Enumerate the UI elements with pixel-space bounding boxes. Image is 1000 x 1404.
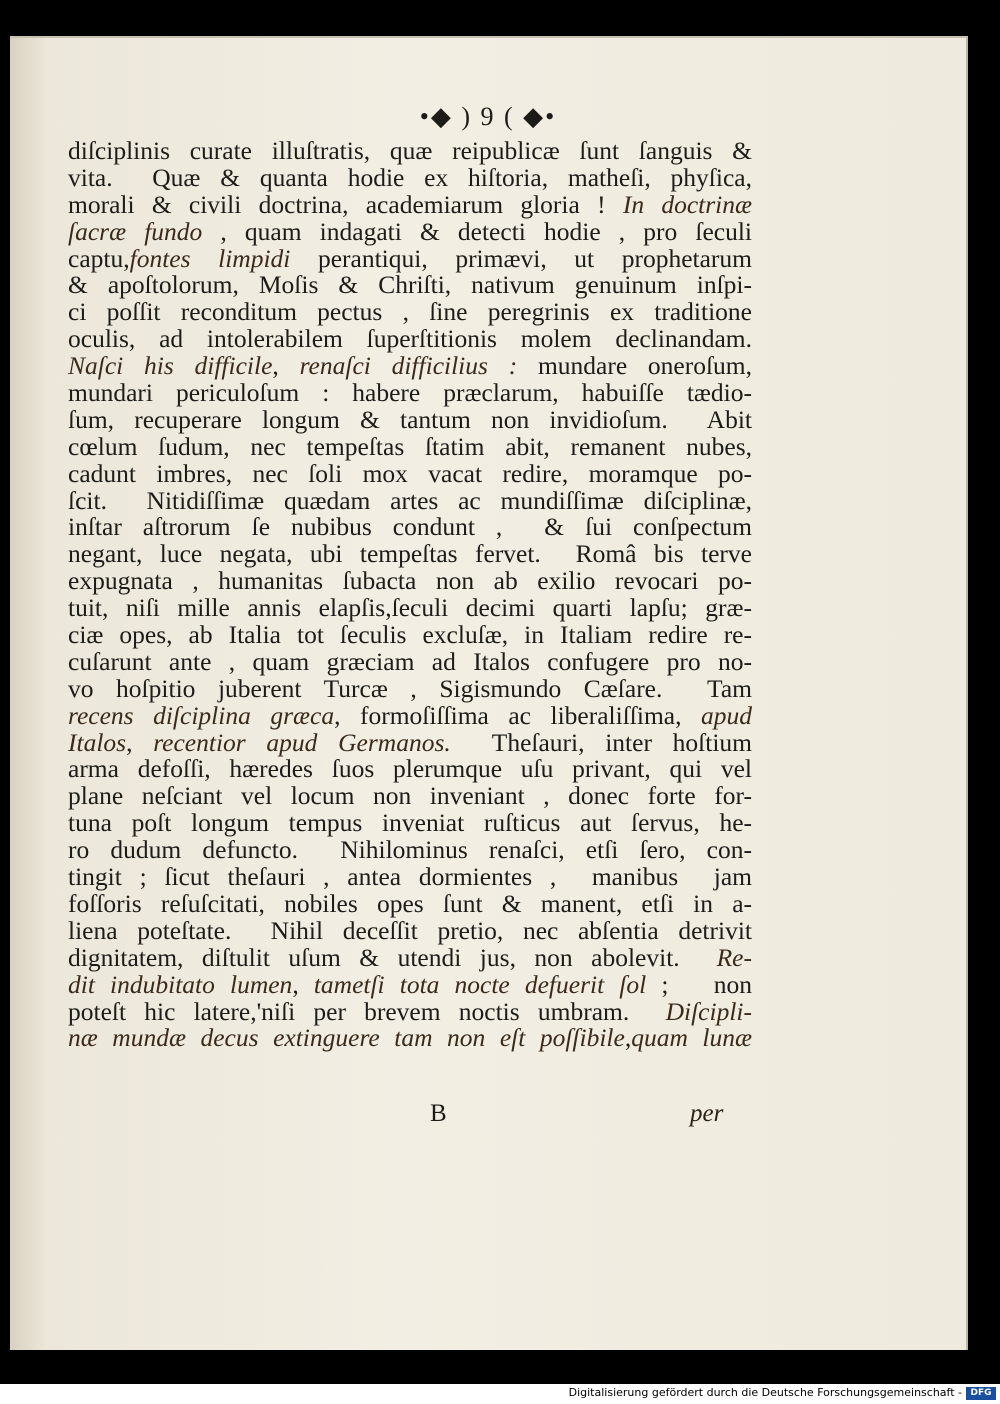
text-run: tingit ; ſicut theſauri , antea dormientes , manibus jam xyxy=(68,862,752,892)
text-line xyxy=(68,458,752,488)
text-run: cœlum ſudum, nec tempeſtas ſtatim abit, remanent nubes, xyxy=(68,431,752,461)
signature-mark: B xyxy=(430,1100,447,1127)
italic-run: recens diſciplina græca xyxy=(68,700,335,730)
text-line xyxy=(68,837,752,864)
text-line xyxy=(68,272,752,299)
text-line xyxy=(68,189,752,219)
text-run: ſcit. Nitidiſſimæ quædam artes ac mundiſſimæ diſciplinæ, xyxy=(68,485,752,515)
text-run: plane neſciant vel locum non inveniant , donec forte for- xyxy=(68,781,752,811)
text-run: , quam indagati & detecti hodie , pro ſeculi xyxy=(202,216,753,246)
text-run: tuna poſt longum tempus inveniat ruſticus aut ſervus, he- xyxy=(68,808,752,838)
italic-run: Italos xyxy=(68,727,127,757)
text-line xyxy=(68,353,752,380)
text-line xyxy=(68,568,752,595)
body-text xyxy=(68,138,752,1052)
italic-run: recentior apud Germanos. xyxy=(153,727,451,757)
text-line xyxy=(68,969,753,999)
text-line xyxy=(68,888,752,918)
text-run: , xyxy=(126,727,154,757)
italic-run: renaſci difficilius : xyxy=(299,351,518,381)
text-line xyxy=(68,727,753,757)
italic-run: apud xyxy=(701,700,752,730)
text-run: , xyxy=(292,969,314,999)
text-run: morali & civili doctrina, academiarum gloria ! xyxy=(68,189,623,219)
italic-run: fontes limpidi xyxy=(129,243,291,273)
text-run: expugnata , humanitas ſubacta non ab exilio revocari po- xyxy=(68,566,752,596)
text-run: dignitatem, diſtulit uſum & utendi jus, non abolevit. xyxy=(68,942,717,972)
text-run: ſum, recuperare longum & tantum non invidioſum. Abit xyxy=(68,404,752,434)
text-line xyxy=(68,700,752,730)
text-run: cuſarunt ante , quam græciam ad Italos confugere pro no- xyxy=(68,646,752,676)
text-line xyxy=(68,380,752,407)
text-run: arma defoſſi, hæredes ſuos plerumque uſu privant, qui vel xyxy=(68,754,752,784)
text-run: vita. Quæ & quanta hodie ex hiſtoria, matheſi, phyſica, xyxy=(68,162,752,192)
text-line xyxy=(68,595,752,622)
text-run: , formoſiſſima ac liberaliſſima, xyxy=(334,700,701,730)
italic-run: tametſi tota nocte defuerit ſol xyxy=(313,969,647,999)
italic-run: dit indubitato lumen xyxy=(68,969,293,999)
catchword: per xyxy=(690,1100,724,1127)
book-page xyxy=(10,36,968,1350)
text-run: inſtar aſtrorum ſe nubibus condunt , & ſui conſpectum xyxy=(68,512,752,542)
text-run: oculis, ad intolerabilem ſuperſtitionis molem declinandam. xyxy=(68,324,752,354)
text-line xyxy=(68,864,752,891)
text-run: negant, luce negata, ubi tempeſtas fervet. Româ bis terve xyxy=(68,539,752,569)
italic-run: quam lunæ xyxy=(631,1023,753,1053)
footer-bar xyxy=(0,1384,1000,1404)
italic-run: In doctrinæ xyxy=(622,189,752,219)
text-run: , xyxy=(624,1023,632,1053)
text-line xyxy=(68,541,752,568)
text-run: ci poſſit reconditum pectus , ſine peregrinis ex traditione xyxy=(68,297,752,327)
text-run: captu, xyxy=(68,243,130,273)
text-run: diſciplinis curate illuſtratis, quæ reipublicæ ſunt ſanguis & xyxy=(68,136,752,165)
text-line xyxy=(68,216,753,246)
italic-run: næ mundæ decus extinguere tam non eſt poſſibile xyxy=(68,1023,625,1053)
text-line xyxy=(68,622,752,649)
text-run: vo hoſpitio juberent Turcæ , Sigismundo Cæſare. Tam xyxy=(68,673,752,703)
italic-run: Re- xyxy=(716,942,752,972)
text-run: perantiqui, primævi, ut prophetarum xyxy=(290,243,752,273)
text-line xyxy=(68,810,752,837)
text-run: poteſt hic latere,'niſi per brevem noctis umbram. xyxy=(68,996,666,1026)
text-line xyxy=(68,138,752,165)
text-line xyxy=(68,514,752,541)
italic-run: Naſci his difficile xyxy=(68,351,273,381)
text-line xyxy=(68,646,752,676)
text-run: Theſauri, inter hoſtium xyxy=(450,727,753,757)
text-run: mundare oneroſum, xyxy=(517,351,753,381)
text-line xyxy=(68,431,752,461)
text-run: tuit, niſi mille annis elapſis,ſeculi decimi quarti lapſu; græ- xyxy=(68,593,752,623)
text-run: ro dudum defuncto. Nihilominus renaſci, etſi ſero, con- xyxy=(68,835,752,865)
text-run: foſſoris reſuſcitati, nobiles opes ſunt & manent, etſi in a- xyxy=(68,888,752,918)
italic-run: ſacræ fundo xyxy=(68,216,203,246)
text-line xyxy=(68,942,752,972)
text-line xyxy=(68,326,752,353)
text-line xyxy=(68,996,752,1026)
text-line xyxy=(68,783,752,810)
text-line xyxy=(68,243,752,273)
dfg-logo-icon: DFG xyxy=(966,1387,996,1400)
running-head: •◆ ) 9 ( ◆• xyxy=(419,102,557,131)
text-run: cadunt imbres, nec ſoli mox vacat redire, moramque po- xyxy=(68,458,752,488)
text-line xyxy=(68,756,752,783)
text-run: & apoſtolorum, Moſis & Chriſti, nativum genuinum inſpi- xyxy=(68,270,752,300)
text-line xyxy=(68,1025,752,1052)
text-line xyxy=(68,162,752,192)
text-line xyxy=(68,299,752,326)
text-run: ciæ opes, ab Italia tot ſeculis excluſæ, in Italiam redire re- xyxy=(68,620,752,650)
text-run: , xyxy=(272,351,300,381)
digitization-credit: Digitalisierung gefördert durch die Deutsche Forschungsgemeinschaft - xyxy=(568,1386,962,1399)
text-line xyxy=(68,485,752,515)
italic-run: Diſcipli- xyxy=(665,996,752,1026)
text-line xyxy=(68,673,752,703)
text-run: liena poteſtate. Nihil deceſſit pretio, nec abſentia detrivit xyxy=(68,915,752,945)
text-run: mundari periculoſum : habere præclarum, habuiſſe tædio- xyxy=(68,378,752,408)
text-line xyxy=(68,915,752,945)
text-run: ; non xyxy=(646,969,753,999)
text-line xyxy=(68,404,752,434)
